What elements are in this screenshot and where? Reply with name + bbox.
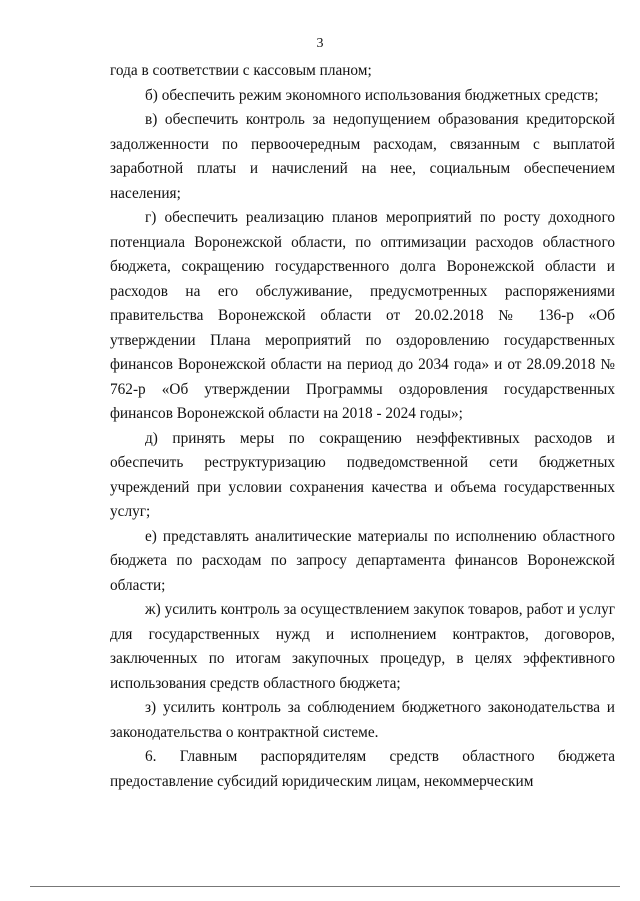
page-number: 3 — [316, 36, 324, 51]
paragraph-item-e: е) представлять аналитические материалы по исполнению областного бюджета по расходам по запросу департамента финансов Воронежской области; — [110, 527, 615, 594]
paragraph-item-z: з) усилить контроль за соблюдением бюджетного законодательства и законодательства о контрактной системе. — [110, 699, 615, 741]
paragraph-continuation: года в соответствии с кассовым планом; — [110, 62, 372, 79]
paragraph-item-d: д) принять меры по сокращению неэффективных расходов и обеспечить реструктуризацию подведомственной сети бюджетных учреждений при условии сохранения качества и объема государственных услуг; — [110, 429, 615, 520]
paragraph-item-b: б) обеспечить режим экономного использования бюджетных средств; — [145, 86, 599, 104]
document-body — [110, 59, 615, 794]
paragraph-section-6: 6. Главным распорядителям средств областного бюджета предоставление субсидий юридическим лицам, некоммерческим — [110, 748, 615, 790]
footer-divider — [30, 886, 620, 887]
paragraph-item-zh: ж) усилить контроль за осуществлением закупок товаров, работ и услуг для государственных нужд и исполнением контрактов, договоров, заключенных по итогам закупочных процедур, в целях эффективного использования средств областного бюджета; — [110, 601, 615, 692]
paragraph-item-v: в) обеспечить контроль за недопущением образования кредиторской задолженности по первоочередным расходам, связанным с выплатой заработной платы и начислений на нее, социальным обеспечением населения; — [110, 111, 615, 202]
paragraph-item-g: г) обеспечить реализацию планов мероприятий по росту доходного потенциала Воронежской области, по оптимизации расходов областного бюджета, сокращению государственного долга Воронежской области и расходов на его обслуживание, предусмотренных распоряжениями правительства Воронежской области от 20.02.2018 № 136-р «Об утверждении Плана мероприятий по оздоровлению государственных финансов Воронежской области на период до 2034 года» и от 28.09.2018 № 762-р «Об утверждении Программы оздоровления государственных финансов Воронежской области на 2018 - 2024 годы»; — [110, 209, 615, 422]
